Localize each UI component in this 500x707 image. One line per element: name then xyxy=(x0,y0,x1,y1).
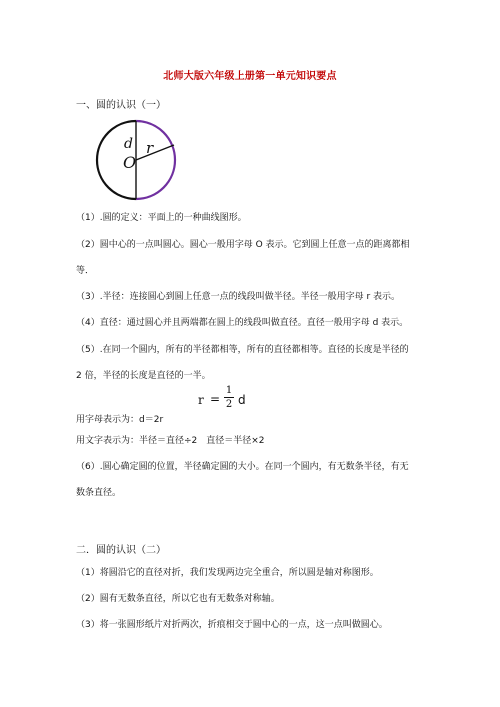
fraction-bar xyxy=(224,397,234,398)
text-line: （2）圆中心的一点叫圆心。圆心一般用字母 O 表示。它到圆上任意一点的距离都相 xyxy=(76,240,410,250)
text-line: （1）.圆的定义：平面上的一种曲线图形。 xyxy=(76,213,247,223)
text-line: 数条直径。 xyxy=(76,488,122,498)
formula-fraction xyxy=(224,386,234,410)
formula-lhs: r xyxy=(198,393,204,407)
text-line: （5）.在同一个圆内，所有的半径都相等，所有的直径都相等。直径的长度是半径的 xyxy=(76,345,409,355)
text-line: （6）.圆心确定圆的位置，半径确定圆的大小。在同一个圆内，有无数条半径，有无 xyxy=(76,462,409,472)
document-title: 北师大版六年级上册第一单元知识要点 xyxy=(163,71,337,82)
text-line: 用字母表示为：d＝2r xyxy=(76,415,164,425)
formula-variable: d xyxy=(238,393,246,407)
text-line: （2）圆有无数条直径，所以它也有无数条对称轴。 xyxy=(76,594,280,604)
text-line: （1）将圆沿它的直径对折，我们发现两边完全重合，所以圆是轴对称图形。 xyxy=(76,568,379,578)
fraction-denominator: 2 xyxy=(225,399,233,410)
circle-right-arc xyxy=(136,121,175,199)
text-line: 2 倍，半径的长度是直径的一半。 xyxy=(76,371,211,381)
formula-equals: = xyxy=(210,392,221,406)
circle-diagram xyxy=(94,118,178,202)
text-line: （3）.半径：连接圆心到圆上任意一点的线段叫做半径。半径一般用字母 r 表示。 xyxy=(76,292,401,302)
label-r: r xyxy=(146,139,154,157)
fraction-numerator: 1 xyxy=(225,385,233,396)
text-line: 用文字表示为：半径＝直径÷2 直径＝半径×2 xyxy=(76,436,265,446)
text-line: （4）直径：通过圆心并且两端都在圆上的线段叫做直径。直径一般用字母 d 表示。 xyxy=(76,318,409,328)
section-heading-circle-2: 二．圆的认识（二） xyxy=(76,545,166,556)
label-o: O xyxy=(123,153,137,172)
label-d: d xyxy=(124,136,133,152)
radius-line xyxy=(136,145,174,160)
text-line: 等． xyxy=(76,266,95,276)
text-line: （3）将一张圆形纸片对折两次，折痕相交于圆中心的一点，这一点叫做圆心。 xyxy=(76,620,388,630)
section-heading-circle-1: 一、圆的认识（一） xyxy=(76,100,166,111)
